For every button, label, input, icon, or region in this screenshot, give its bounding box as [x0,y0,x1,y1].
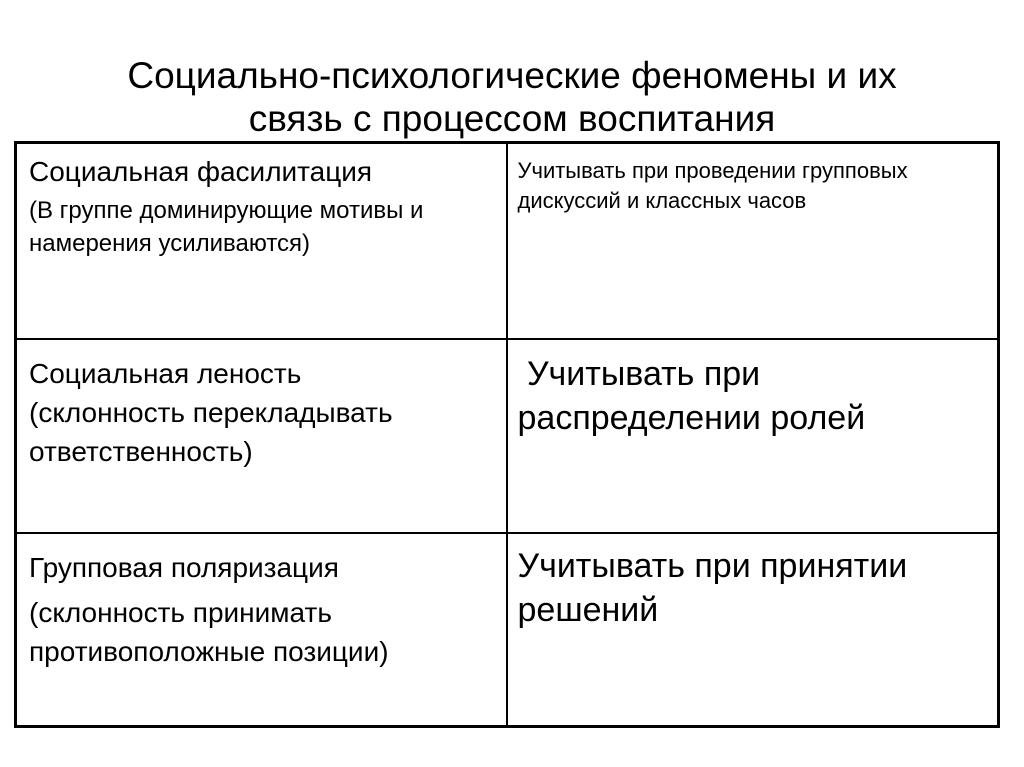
table-row [16,143,999,339]
phenomenon-name: Групповая поляризация [29,551,339,583]
phenomenon-description: (В группе доминирующие мотивы и намерения усиливаются) [29,197,424,257]
recommendation-cell [507,533,999,727]
phenomenon-name: Социальная фасилитация [29,156,373,187]
recommendation-cell [507,143,999,339]
recommendation-text: Учитывать при проведении групповых дискуссий и классных часов [517,158,908,213]
phenomenon-description: (склонность перекладывать ответственность) [29,396,393,467]
recommendation-text: Учитывать при распределении ролей [517,354,866,437]
phenomenon-cell [16,533,507,727]
phenomenon-name: Социальная леность [29,357,302,389]
table-row [16,339,999,533]
title-line-1: Социально-психологические феномены и их [127,55,897,96]
table-row [16,533,999,727]
phenomena-table [14,141,1000,728]
recommendation-cell [507,339,999,533]
slide-title [0,54,1024,140]
phenomenon-description: (склонность принимать противоположные позиции) [29,596,389,667]
title-line-2: связь с процессом воспитания [248,98,776,139]
recommendation-text: Учитывать при принятии решений [517,546,908,629]
phenomenon-cell [16,143,507,339]
phenomenon-cell [16,339,507,533]
